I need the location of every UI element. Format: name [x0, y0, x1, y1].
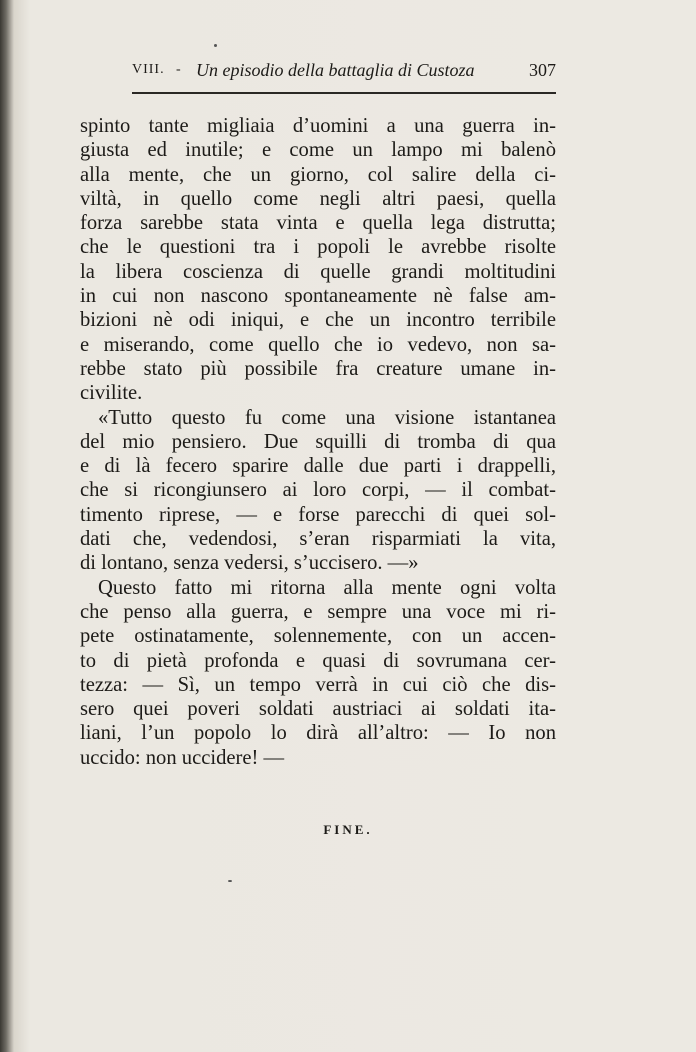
text-line: la libera coscienza di quelle grandi moltitudini: [80, 260, 556, 283]
text-line: del mio pensiero. Due squilli di tromba di qua: [80, 430, 556, 453]
body-text: [80, 114, 556, 770]
text-line: «Tutto questo fu come una visione istantanea: [98, 406, 556, 429]
chapter-title: Un episodio della battaglia di Custoza: [196, 60, 475, 80]
paper-speck: [228, 880, 232, 882]
header-separator: -: [176, 62, 182, 77]
text-line: rebbe stato più possibile fra creature umane in-: [80, 357, 556, 380]
paper-speck: [214, 44, 217, 47]
text-line: sero quei poveri soldati austriaci ai soldati ita-: [80, 698, 556, 721]
text-line: forza sarebbe stata vinta e quella lega distrutta;: [80, 212, 556, 235]
text-line: alla mente, che un giorno, col salire della ci-: [80, 163, 556, 186]
text-line: di lontano, senza vedersi, s’uccisero. —»: [80, 552, 419, 575]
text-line: Questo fatto mi ritorna alla mente ogni volta: [98, 576, 556, 599]
text-line: spinto tante migliaia d’uomini a una guerra in-: [80, 115, 556, 137]
text-line: liani, l’un popolo lo dirà all’altro: — Io non: [80, 722, 556, 745]
chapter-number: VIII.: [132, 62, 165, 77]
header-rule: [132, 92, 556, 94]
text-line: giusta ed inutile; e come un lampo mi balenò: [80, 139, 556, 162]
text-line: che penso alla guerra, e sempre una voce mi ri-: [80, 600, 556, 623]
text-line: dati che, vedendosi, s’eran risparmiati la vita,: [80, 528, 556, 551]
text-line: bizioni nè odi iniqui, e che un incontro terribile: [80, 309, 556, 332]
text-line: viltà, in quello come negli altri paesi, quella: [80, 187, 556, 210]
text-line: tezza: — Sì, un tempo verrà in cui ciò che dis-: [80, 673, 556, 696]
end-mark: FINE.: [323, 822, 373, 837]
text-line: timento riprese, — e forse parecchi di quei sol-: [80, 503, 556, 526]
text-line: che si ricongiunsero ai loro corpi, — il combat-: [80, 479, 556, 502]
running-header: [132, 60, 556, 84]
text-line: pete ostinatamente, solennemente, con un accen-: [80, 625, 556, 648]
text-line: e miserando, come quello che io vedevo, non sa-: [80, 333, 556, 356]
page-number: 307: [529, 60, 556, 80]
text-line: to di pietà profonda e quasi di sovrumana cer-: [80, 649, 556, 672]
text-line: in cui non nascono spontaneamente nè false am-: [80, 285, 556, 308]
text-line: uccido: non uccidere! —: [80, 746, 285, 769]
text-line: e di là fecero sparire dalle due parti i drappelli,: [80, 455, 556, 478]
text-line: che le questioni tra i popoli le avrebbe risolte: [80, 236, 556, 259]
text-line: civilite.: [80, 382, 143, 405]
